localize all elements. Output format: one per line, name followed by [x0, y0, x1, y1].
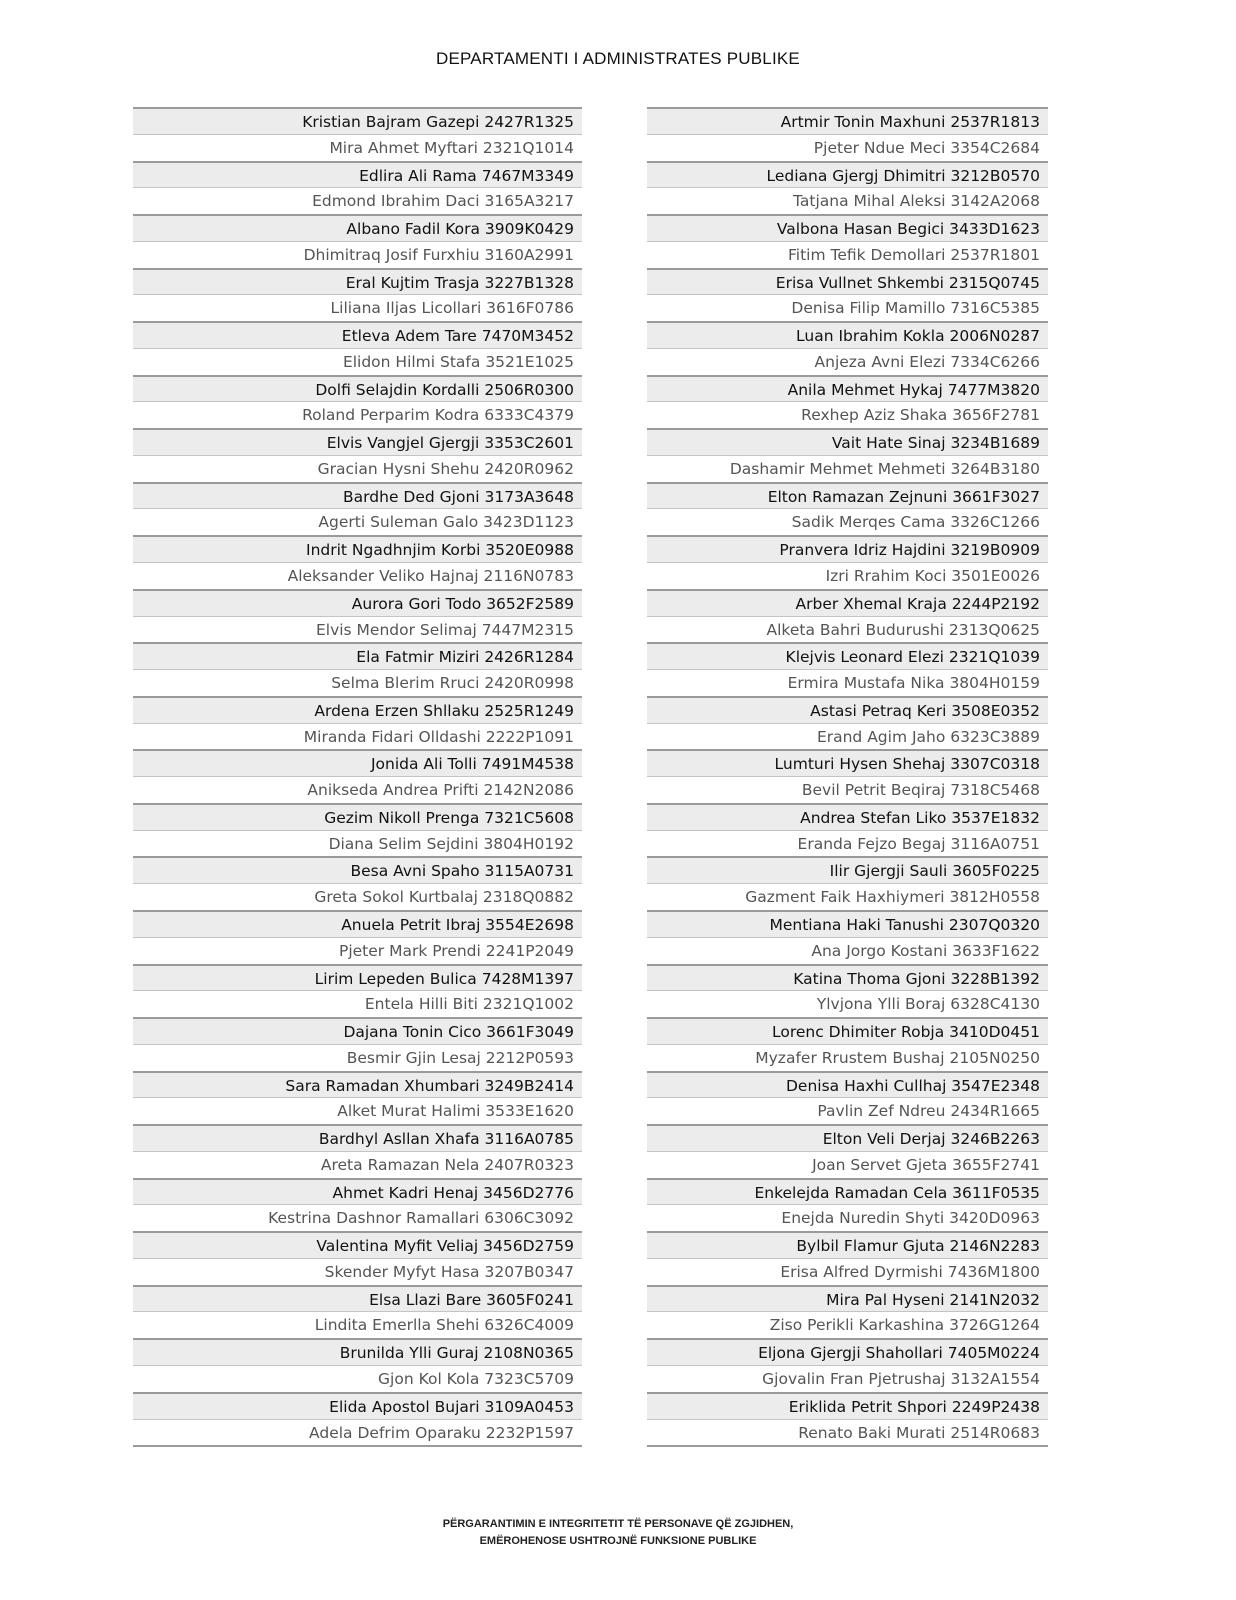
list-item: Denisa Filip Mamillo 7316C5385 — [647, 294, 1048, 321]
list-item: Dajana Tonin Cico 3661F3049 — [133, 1017, 582, 1044]
list-item: Pjeter Mark Prendi 2241P2049 — [133, 937, 582, 964]
list-item: Erand Agim Jaho 6323C3889 — [647, 723, 1048, 750]
list-item: Mira Pal Hyseni 2141N2032 — [647, 1285, 1048, 1312]
list-item: Lorenc Dhimiter Robja 3410D0451 — [647, 1017, 1048, 1044]
page-title: DEPARTAMENTI I ADMINISTRATES PUBLIKE — [436, 49, 800, 68]
list-item: Lirim Lepeden Bulica 7428M1397 — [133, 964, 582, 991]
list-item: Elton Veli Derjaj 3246B2263 — [647, 1124, 1048, 1151]
list-item: Gazment Faik Haxhiymeri 3812H0558 — [647, 883, 1048, 910]
list-item: Gjovalin Fran Pjetrushaj 3132A1554 — [647, 1365, 1048, 1392]
list-item: Enejda Nuredin Shyti 3420D0963 — [647, 1204, 1048, 1231]
list-item: Lumturi Hysen Shehaj 3307C0318 — [647, 749, 1048, 776]
list-item: Anuela Petrit Ibraj 3554E2698 — [133, 910, 582, 937]
name-list-left — [133, 107, 582, 1447]
list-item: Selma Blerim Rruci 2420R0998 — [133, 669, 582, 696]
list-item: Elvis Mendor Selimaj 7447M2315 — [133, 616, 582, 643]
list-item: Bylbil Flamur Gjuta 2146N2283 — [647, 1231, 1048, 1258]
list-item: Vait Hate Sinaj 3234B1689 — [647, 428, 1048, 455]
list-item: Elton Ramazan Zejnuni 3661F3027 — [647, 482, 1048, 509]
list-item: Arber Xhemal Kraja 2244P2192 — [647, 589, 1048, 616]
list-item: Jonida Ali Tolli 7491M4538 — [133, 749, 582, 776]
list-item: Pranvera Idriz Hajdini 3219B0909 — [647, 535, 1048, 562]
list-item: Tatjana Mihal Aleksi 3142A2068 — [647, 187, 1048, 214]
list-item: Mentiana Haki Tanushi 2307Q0320 — [647, 910, 1048, 937]
list-item: Besa Avni Spaho 3115A0731 — [133, 856, 582, 883]
list-item: Diana Selim Sejdini 3804H0192 — [133, 830, 582, 857]
list-item: Lediana Gjergj Dhimitri 3212B0570 — [647, 161, 1048, 188]
list-item: Erisa Vullnet Shkembi 2315Q0745 — [647, 268, 1048, 295]
list-item: Areta Ramazan Nela 2407R0323 — [133, 1151, 582, 1178]
list-item: Sara Ramadan Xhumbari 3249B2414 — [133, 1071, 582, 1098]
list-item: Eranda Fejzo Begaj 3116A0751 — [647, 830, 1048, 857]
list-item: Klejvis Leonard Elezi 2321Q1039 — [647, 642, 1048, 669]
list-end-divider — [133, 1445, 582, 1447]
list-end-divider — [647, 1445, 1048, 1447]
list-item: Elidon Hilmi Stafa 3521E1025 — [133, 348, 582, 375]
list-item: Ahmet Kadri Henaj 3456D2776 — [133, 1178, 582, 1205]
list-item: Albano Fadil Kora 3909K0429 — [133, 214, 582, 241]
list-item: Edlira Ali Rama 7467M3349 — [133, 161, 582, 188]
list-item: Ylvjona Ylli Boraj 6328C4130 — [647, 990, 1048, 1017]
list-item: Besmir Gjin Lesaj 2212P0593 — [133, 1044, 582, 1071]
list-item: Pjeter Ndue Meci 3354C2684 — [647, 134, 1048, 161]
list-item: Ardena Erzen Shllaku 2525R1249 — [133, 696, 582, 723]
list-item: Ziso Perikli Karkashina 3726G1264 — [647, 1311, 1048, 1338]
list-item: Dolfi Selajdin Kordalli 2506R0300 — [133, 375, 582, 402]
list-item: Skender Myfyt Hasa 3207B0347 — [133, 1258, 582, 1285]
list-item: Gjon Kol Kola 7323C5709 — [133, 1365, 582, 1392]
list-item: Ela Fatmir Miziri 2426R1284 — [133, 642, 582, 669]
list-item: Eral Kujtim Trasja 3227B1328 — [133, 268, 582, 295]
list-item: Anikseda Andrea Prifti 2142N2086 — [133, 776, 582, 803]
list-item: Indrit Ngadhnjim Korbi 3520E0988 — [133, 535, 582, 562]
list-item: Katina Thoma Gjoni 3228B1392 — [647, 964, 1048, 991]
list-item: Aleksander Veliko Hajnaj 2116N0783 — [133, 562, 582, 589]
list-item: Valentina Myfit Veliaj 3456D2759 — [133, 1231, 582, 1258]
list-item: Aurora Gori Todo 3652F2589 — [133, 589, 582, 616]
list-item: Sadik Merqes Cama 3326C1266 — [647, 508, 1048, 535]
list-item: Rexhep Aziz Shaka 3656F2781 — [647, 401, 1048, 428]
list-item: Gezim Nikoll Prenga 7321C5608 — [133, 803, 582, 830]
list-item: Valbona Hasan Begici 3433D1623 — [647, 214, 1048, 241]
list-item: Eljona Gjergji Shahollari 7405M0224 — [647, 1338, 1048, 1365]
list-item: Dashamir Mehmet Mehmeti 3264B3180 — [647, 455, 1048, 482]
list-item: Astasi Petraq Keri 3508E0352 — [647, 696, 1048, 723]
list-item: Ermira Mustafa Nika 3804H0159 — [647, 669, 1048, 696]
list-item: Liliana Iljas Licollari 3616F0786 — [133, 294, 582, 321]
list-item: Lindita Emerlla Shehi 6326C4009 — [133, 1311, 582, 1338]
list-item: Elvis Vangjel Gjergji 3353C2601 — [133, 428, 582, 455]
list-item: Agerti Suleman Galo 3423D1123 — [133, 508, 582, 535]
list-item: Entela Hilli Biti 2321Q1002 — [133, 990, 582, 1017]
list-item: Luan Ibrahim Kokla 2006N0287 — [647, 321, 1048, 348]
list-item: Edmond Ibrahim Daci 3165A3217 — [133, 187, 582, 214]
list-item: Bevil Petrit Beqiraj 7318C5468 — [647, 776, 1048, 803]
list-item: Greta Sokol Kurtbalaj 2318Q0882 — [133, 883, 582, 910]
list-item: Mira Ahmet Myftari 2321Q1014 — [133, 134, 582, 161]
list-item: Bardhyl Asllan Xhafa 3116A0785 — [133, 1124, 582, 1151]
name-list-right — [647, 107, 1048, 1447]
list-item: Anila Mehmet Hykaj 7477M3820 — [647, 375, 1048, 402]
list-item: Renato Baki Murati 2514R0683 — [647, 1419, 1048, 1446]
list-item: Izri Rrahim Koci 3501E0026 — [647, 562, 1048, 589]
list-item: Elsa Llazi Bare 3605F0241 — [133, 1285, 582, 1312]
footer-line-2: EMËROHENOSE USHTROJNË FUNKSIONE PUBLIKE — [479, 1535, 757, 1547]
list-item: Artmir Tonin Maxhuni 2537R1813 — [647, 107, 1048, 134]
list-item: Bardhe Ded Gjoni 3173A3648 — [133, 482, 582, 509]
list-item: Myzafer Rrustem Bushaj 2105N0250 — [647, 1044, 1048, 1071]
list-item: Brunilda Ylli Guraj 2108N0365 — [133, 1338, 582, 1365]
footer — [0, 1516, 1236, 1550]
footer-line-1: PËRGARANTIMIN E INTEGRITETIT TË PERSONAVE QË ZGJIDHEN, — [442, 1518, 794, 1530]
list-item: Anjeza Avni Elezi 7334C6266 — [647, 348, 1048, 375]
list-item: Ana Jorgo Kostani 3633F1622 — [647, 937, 1048, 964]
list-item: Andrea Stefan Liko 3537E1832 — [647, 803, 1048, 830]
list-item: Joan Servet Gjeta 3655F2741 — [647, 1151, 1048, 1178]
list-item: Elida Apostol Bujari 3109A0453 — [133, 1392, 582, 1419]
list-item: Pavlin Zef Ndreu 2434R1665 — [647, 1097, 1048, 1124]
list-item: Alketa Bahri Budurushi 2313Q0625 — [647, 616, 1048, 643]
list-item: Roland Perparim Kodra 6333C4379 — [133, 401, 582, 428]
list-item: Enkelejda Ramadan Cela 3611F0535 — [647, 1178, 1048, 1205]
list-item: Fitim Tefik Demollari 2537R1801 — [647, 241, 1048, 268]
list-item: Erisa Alfred Dyrmishi 7436M1800 — [647, 1258, 1048, 1285]
list-item: Kestrina Dashnor Ramallari 6306C3092 — [133, 1204, 582, 1231]
list-item: Kristian Bajram Gazepi 2427R1325 — [133, 107, 582, 134]
list-item: Gracian Hysni Shehu 2420R0962 — [133, 455, 582, 482]
list-item: Alket Murat Halimi 3533E1620 — [133, 1097, 582, 1124]
list-item: Denisa Haxhi Cullhaj 3547E2348 — [647, 1071, 1048, 1098]
list-item: Miranda Fidari Olldashi 2222P1091 — [133, 723, 582, 750]
list-item: Adela Defrim Oparaku 2232P1597 — [133, 1419, 582, 1446]
list-item: Eriklida Petrit Shpori 2249P2438 — [647, 1392, 1048, 1419]
list-item: Etleva Adem Tare 7470M3452 — [133, 321, 582, 348]
list-item: Ilir Gjergji Sauli 3605F0225 — [647, 856, 1048, 883]
list-item: Dhimitraq Josif Furxhiu 3160A2991 — [133, 241, 582, 268]
